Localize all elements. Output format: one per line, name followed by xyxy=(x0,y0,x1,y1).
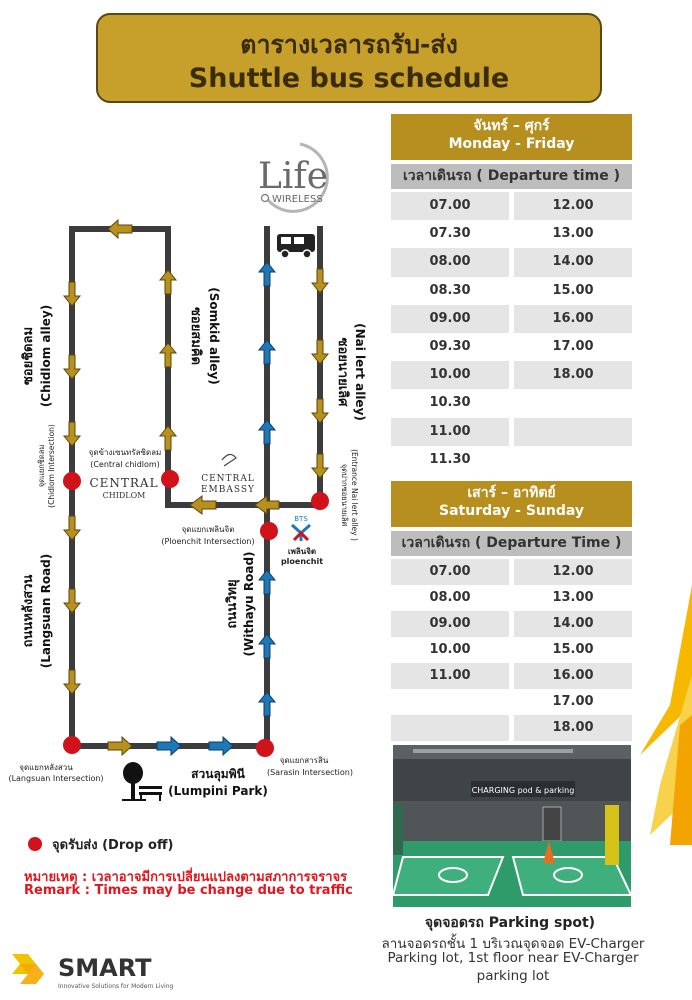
route-map xyxy=(0,118,390,818)
time-cell: 07.00 xyxy=(391,192,509,220)
time-cell xyxy=(391,689,509,715)
arrow-somkid-1 xyxy=(160,270,176,294)
stop-langsuan-intersection xyxy=(63,736,81,754)
label-ploenchit-intersection-th: จุดแยกเพลินจิต xyxy=(181,525,235,534)
arrow-withayu-6 xyxy=(259,692,275,716)
arrow-chidlom-3 xyxy=(64,422,80,446)
life-sub-text: WIRELESS xyxy=(272,194,323,205)
weekday-schedule xyxy=(391,114,632,474)
time-cell: 11.00 xyxy=(391,418,509,446)
label-langsuan-road-th: ถนนหลังสวน xyxy=(21,574,36,648)
arrow-top xyxy=(108,220,132,238)
time-cell: 08.00 xyxy=(391,248,509,276)
shuttle-van-icon xyxy=(277,234,315,258)
time-cell: 15.00 xyxy=(552,282,594,298)
time-cell: 18.00 xyxy=(514,715,632,741)
smart-tagline: Innovative Solutions for Modern Living xyxy=(58,983,174,990)
svg-text:CENTRAL: CENTRAL xyxy=(89,476,159,490)
label-langsuan-road-en: (Langsuan Road) xyxy=(39,553,53,669)
weekday-header xyxy=(391,114,632,160)
stop-ploenchit-intersection xyxy=(260,522,278,540)
arrow-lumpini-2 xyxy=(209,737,233,755)
smart-logo xyxy=(6,948,186,996)
stop-chidlom-intersection xyxy=(63,472,81,490)
time-cell: 17.00 xyxy=(552,338,594,354)
arrow-ploenchit-1 xyxy=(190,496,216,514)
label-langsuan-intersection-th: จุดแยกหลังสวน xyxy=(19,763,73,772)
time-cell: 13.00 xyxy=(552,226,594,242)
arrow-withayu-5 xyxy=(259,634,275,658)
label-chidlom-alley-en: (Chidlom alley) xyxy=(39,304,53,408)
arrow-langsuan-2 xyxy=(64,589,80,613)
decorative-yellow-shapes xyxy=(620,585,692,845)
arrow-chidlom-1 xyxy=(64,282,80,306)
ploenchit-station-th: เพลินจิต xyxy=(287,547,317,556)
time-cell: 07.00 xyxy=(391,559,509,585)
arrow-chidlom-2 xyxy=(64,355,80,379)
weekend-header xyxy=(391,481,632,527)
svg-text:CENTRAL: CENTRAL xyxy=(201,474,255,484)
label-nailert-entrance-en: (Entrance Nai lert alley ) xyxy=(350,449,359,541)
park-tree-icon xyxy=(122,762,162,801)
arrow-withayu-4 xyxy=(259,570,275,594)
time-cell: 11.00 xyxy=(391,663,509,689)
label-somkid-alley-th: ซอยสมคิด xyxy=(188,307,203,365)
weekday-column-header: เวลาเดินรถ ( Departure time ) xyxy=(391,164,632,189)
svg-text:CHIDLOM: CHIDLOM xyxy=(102,491,146,500)
time-cell: 11.30 xyxy=(429,451,471,467)
time-cell: 09.00 xyxy=(391,305,509,333)
time-cell xyxy=(514,446,632,474)
time-cell: 10.00 xyxy=(391,361,509,389)
time-cell xyxy=(391,715,509,741)
bts-logo xyxy=(281,515,323,566)
parking-line-english-2: parking lot xyxy=(476,968,550,984)
time-cell: 14.00 xyxy=(514,248,632,276)
parking-line-english-1: Parking lot, 1st floor near EV-Charger xyxy=(387,950,639,966)
time-cell: 08.30 xyxy=(429,282,471,298)
remark-thai: หมายเหตุ : เวลาอาจมีการเปลี่ยนแปลงตามสภาการจราจร xyxy=(24,870,348,885)
label-central-chidlom-en: (Central chidlom) xyxy=(90,460,160,469)
time-cell: 09.00 xyxy=(391,611,509,637)
time-cell: 16.00 xyxy=(514,305,632,333)
weekend-column-header: เวลาเดินรถ ( Departure Time ) xyxy=(391,531,632,556)
time-cell: 10.00 xyxy=(429,642,471,657)
arrow-ploenchit-2 xyxy=(255,496,279,514)
legend-drop-off-text: จุดรับส่ง (Drop off) xyxy=(52,838,174,853)
stop-nailert-entrance xyxy=(311,492,329,510)
parking-line-thai: ลานจอดรถชั้น 1 บริเวณจุดจอด EV-Charger xyxy=(381,936,645,952)
time-cell: 12.00 xyxy=(514,559,632,585)
weekend-day-th: เสาร์ – อาทิตย์ xyxy=(467,485,556,501)
arrow-withayu-1 xyxy=(259,262,275,286)
time-cell: 17.00 xyxy=(552,694,594,709)
weekday-day-en: Monday - Friday xyxy=(448,136,575,152)
time-cell: 14.00 xyxy=(514,611,632,637)
arrow-langsuan-3 xyxy=(64,670,80,694)
title-thai: ตารางเวลารถรับ-ส่ง xyxy=(240,30,458,59)
weekend-time-grid xyxy=(391,559,632,741)
arrow-nailert-4 xyxy=(312,454,328,478)
weekend-schedule xyxy=(391,481,632,741)
time-cell: 15.00 xyxy=(552,642,594,657)
svg-text:EMBASSY: EMBASSY xyxy=(200,485,256,495)
title-banner xyxy=(96,13,602,103)
arrow-somkid-2 xyxy=(160,343,176,367)
label-chidlom-intersection-th: จุดแยกชิดลม xyxy=(37,444,46,488)
ploenchit-station-en: ploenchit xyxy=(280,557,324,566)
title-english: Shuttle bus schedule xyxy=(188,63,510,94)
stop-central-chidlom xyxy=(161,470,179,488)
time-cell: 10.30 xyxy=(429,395,471,411)
label-chidlom-intersection-en: (Chidlom Intersection) xyxy=(47,424,56,508)
charging-sign-text: CHARGING pod & parking xyxy=(471,786,575,795)
svg-text:BTS: BTS xyxy=(294,515,308,523)
arrow-langsuan-1 xyxy=(64,516,80,540)
parking-photo xyxy=(393,745,631,907)
label-langsuan-intersection-en: (Langsuan Intersection) xyxy=(8,774,104,783)
drop-off-dot-icon xyxy=(28,837,42,851)
central-embassy-logo xyxy=(201,454,255,495)
time-cell: 18.00 xyxy=(514,361,632,389)
arrow-nailert-3 xyxy=(312,399,328,423)
time-cell xyxy=(514,418,632,446)
parking-spot-title: จุดจอดรถ Parking spot) xyxy=(424,915,596,931)
label-withayu-road-en: (Withayu Road) xyxy=(242,551,256,657)
time-cell: 13.00 xyxy=(552,590,594,605)
remark-english: Remark : Times may be change due to traffic xyxy=(24,883,353,898)
weekend-day-en: Saturday - Sunday xyxy=(439,503,584,519)
weekday-day-th: จันทร์ – ศุกร์ xyxy=(473,118,550,134)
label-nailert-alley-th: ซอยนายเลิศ xyxy=(335,337,350,407)
label-nailert-alley-en: (Nai lert alley) xyxy=(353,323,367,421)
smart-logo-text: SMART xyxy=(58,954,152,982)
arrow-lumpini-1 xyxy=(157,737,181,755)
stop-sarasin-intersection xyxy=(256,739,274,757)
time-cell: 16.00 xyxy=(514,663,632,689)
arrow-bottom-gold xyxy=(108,737,132,755)
label-somkid-alley-en: (Somkid alley) xyxy=(207,287,221,385)
label-lumpini-th: สวนลุมพินี xyxy=(191,767,245,781)
time-cell: 08.00 xyxy=(429,590,471,605)
label-lumpini-en: (Lumpini Park) xyxy=(168,784,268,798)
label-nailert-entrance-th: จุดปากซอยนายเลิศ xyxy=(340,463,349,527)
label-withayu-road-th: ถนนวิทยุ xyxy=(225,579,240,629)
time-cell: 12.00 xyxy=(514,192,632,220)
time-cell: 07.30 xyxy=(429,226,471,242)
label-sarasin-th: จุดแยกสารสิน xyxy=(279,756,329,765)
arrow-nailert-2 xyxy=(312,340,328,364)
label-chidlom-alley-th: ซอยชิดลม xyxy=(21,326,36,386)
time-cell xyxy=(514,389,632,417)
drop-off-stops xyxy=(63,470,329,757)
arrow-somkid-3 xyxy=(160,426,176,450)
weekday-time-grid xyxy=(391,192,632,474)
arrow-withayu-3 xyxy=(259,420,275,444)
time-cell: 09.30 xyxy=(429,338,471,354)
central-chidlom-logo xyxy=(89,476,158,500)
label-sarasin-en: (Sarasin Intersection) xyxy=(266,768,354,777)
label-ploenchit-intersection-en: (Ploenchit Intersection) xyxy=(161,537,255,546)
arrow-withayu-2 xyxy=(259,340,275,364)
legend-drop-off xyxy=(28,834,173,855)
label-central-chidlom-th: จุดข้างเซนทรัลชิดลม xyxy=(88,448,162,457)
life-text: Life xyxy=(258,156,329,197)
arrow-nailert-1 xyxy=(312,269,328,293)
